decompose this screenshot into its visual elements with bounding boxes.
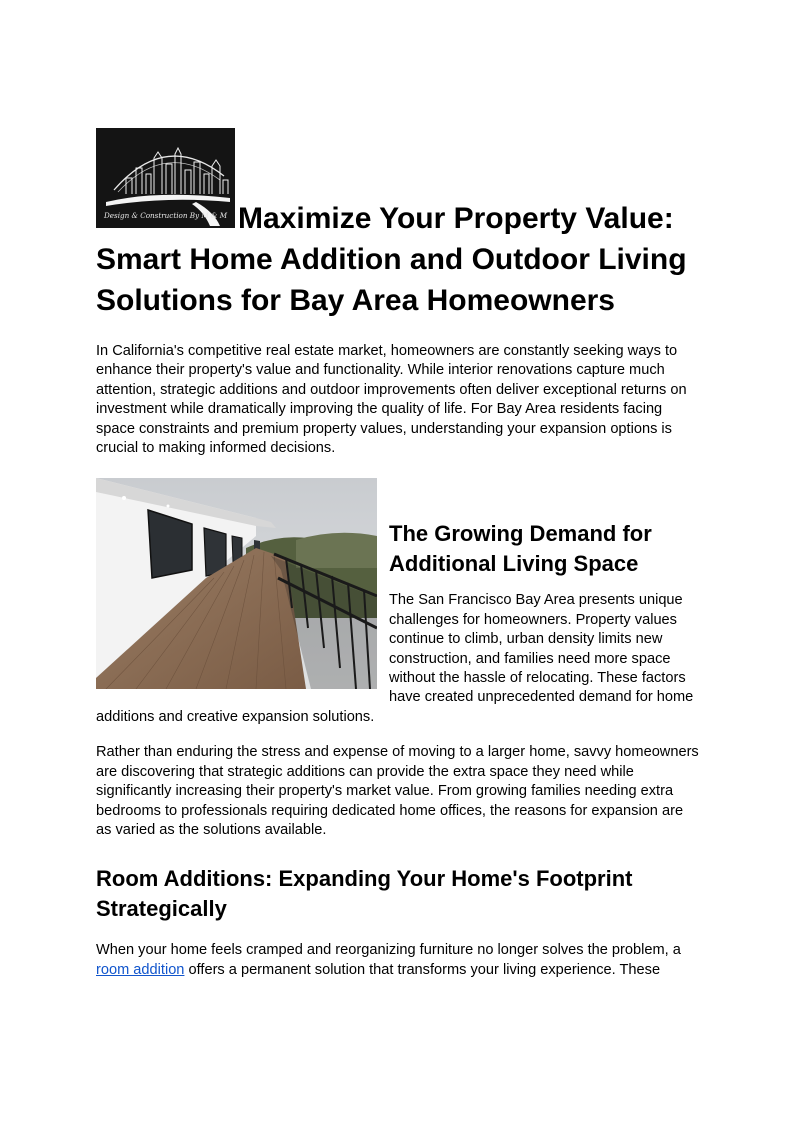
skyline-logo-icon xyxy=(96,128,235,228)
intro-paragraph: In California's competitive real estate market, homeowners are constantly seeking ways to enhance their property's value and functionality. While interior renovations capture much attention, strategic additions and outdoor improvements often deliver exceptional returns on investment while dramatically improving the quality of life. For Bay Area residents facing space constraints and premium property values, understanding your expansion options is crucial to making informed decisions. xyxy=(96,343,687,457)
room-addition-link[interactable]: room addition xyxy=(96,961,185,978)
room-para-text-after: offers a permanent solution that transforms your living experience. These xyxy=(184,961,661,978)
document-page xyxy=(96,128,700,980)
room-additions-paragraph xyxy=(96,941,700,980)
title-line-1: Maximize Your Property Value: xyxy=(238,202,674,235)
room-para-text-before: When your home feels cramped and reorganizing furniture no longer solves the problem, a xyxy=(96,942,681,959)
logo-text: Design & Construction By M & M xyxy=(104,211,228,220)
section-demand xyxy=(96,478,700,727)
section-heading-demand: The Growing Demand for Additional Living Space xyxy=(389,521,652,577)
deck-image-icon xyxy=(96,478,377,689)
title-rest: Smart Home Addition and Outdoor Living Solutions for Bay Area Homeowners xyxy=(96,243,687,317)
section-heading-room-additions: Room Additions: Expanding Your Home's Footprint Strategically xyxy=(96,866,633,922)
rather-paragraph: Rather than enduring the stress and expense of moving to a larger home, savvy homeowners are discovering that strategic additions can provide the extra space they need while significantly increasing their property's market value. From growing families needing extra bedrooms to professionals requiring dedicated home offices, the reasons for expansion are as varied as the solutions available. xyxy=(96,744,699,838)
title-block xyxy=(96,128,700,321)
deck-photo xyxy=(96,478,377,689)
company-logo xyxy=(96,128,235,228)
demand-paragraph: The San Francisco Bay Area presents unique challenges for homeowners. Property values continue to climb, urban density limits new construction, and families need more space without the hassle of relocating. These factors have created unprecedented demand for home additions and creative expansion solutions. xyxy=(96,592,694,725)
